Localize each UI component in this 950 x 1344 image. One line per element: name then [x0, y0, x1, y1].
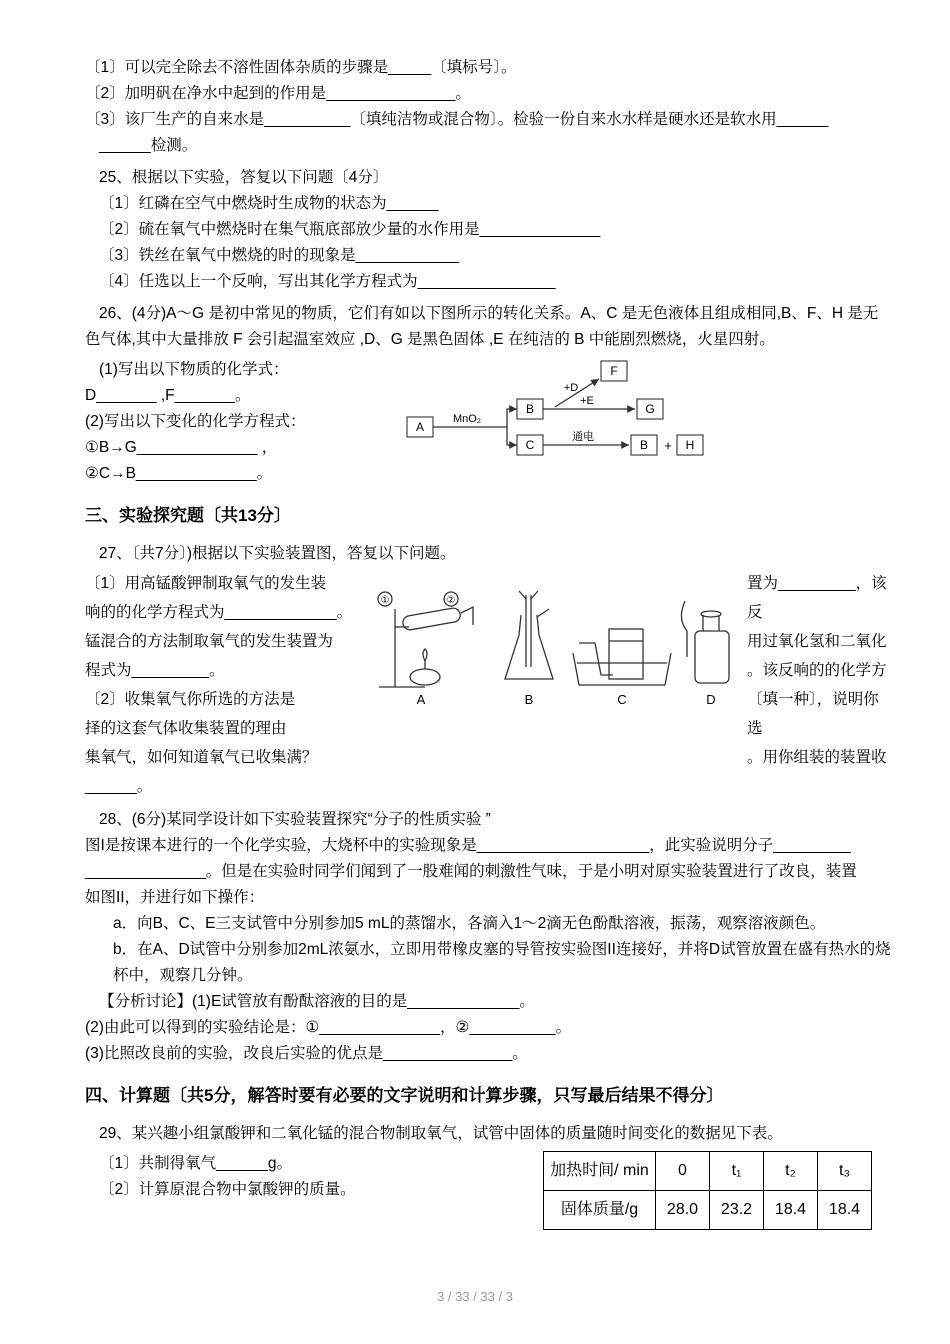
- table-cell: 18.4: [764, 1191, 818, 1230]
- figure-label-b: B: [524, 692, 534, 707]
- node-b: B: [525, 402, 535, 416]
- page-number: 3 / 33 / 33 / 3: [437, 1289, 513, 1304]
- q26-sub1a: D_______ ,F_______。: [85, 387, 251, 404]
- node-g: G: [645, 402, 655, 416]
- label-plus-e: +E: [580, 395, 594, 407]
- table-header-cell: t₁: [710, 1152, 764, 1191]
- q27-line: 〔1〕用高锰酸钾制取氧气的发生装: [85, 575, 327, 592]
- question-26: [85, 301, 892, 487]
- q25-item: 〔2〕硫在氧气中燃烧时在集气瓶底部放少量的水作用是______________: [99, 221, 601, 238]
- q28-line: 图I是按课本进行的一个化学实验，大烧杯中的实验现象是____________________，此实验说明分子_________: [85, 837, 851, 854]
- question-24-tail: [85, 55, 892, 159]
- label-plus-d: +D: [563, 382, 579, 394]
- table-header-cell: 0: [656, 1152, 710, 1191]
- q24-line: 〔3〕该厂生产的自来水是__________〔填纯洁物或混合物〕。检验一份自来水水样是硬水还是软水用______: [85, 111, 829, 128]
- question-29: [85, 1121, 892, 1230]
- q29-item: 〔1〕共制得氧气______g。: [99, 1155, 292, 1172]
- section-4-title: 四、计算题〔共5分，解答时要有必要的文字说明和计算步骤，只写最后结果不得分〕: [85, 1086, 724, 1105]
- table-row: [544, 1191, 872, 1230]
- question-28: [85, 807, 892, 1067]
- q24-line: 〔1〕可以完全除去不溶性固体杂质的步骤是_____〔填标号〕。: [85, 59, 517, 76]
- figure-label-a: A: [416, 692, 426, 707]
- figure-label-c: C: [617, 692, 627, 707]
- q29-item: 〔2〕计算原混合物中氯酸钾的质量。: [99, 1181, 356, 1198]
- q26-body: [85, 357, 892, 487]
- q26-diagram: [405, 357, 892, 487]
- q28-line: ______________。但是在实验时同学们闻到了一股难闻的刺激性气味，于是小明对原实验装置进行了改良，装置: [85, 863, 857, 880]
- table-cell: 28.0: [656, 1191, 710, 1230]
- q27-intro: 27、〔共7分〕)根据以下实验装置图，答复以下问题。: [99, 545, 456, 562]
- table-row: [544, 1152, 872, 1191]
- q27-line: 择的这套气体收集装置的理由: [85, 720, 287, 737]
- q24-line: ______检测。: [99, 137, 198, 154]
- q27-line: 集氧气，如何知道氧气已收集满？______。: [85, 749, 318, 795]
- q27-right-text: [747, 569, 892, 801]
- q26-intro: 26、(4分)A～G 是初中常见的物质，它们有如以下图所示的转化关系。A、C 是无色液体且组成相同,B、F、H 是无色气体,其中大量排放 F 会引起温室效应 ,D、G 是黑色固体 ,E 在纯洁的 B 中能剧烈燃烧，火星四射。: [85, 305, 879, 348]
- q28-line: (3)比照改良前的实验，改良后实验的优点是_______________。: [85, 1045, 528, 1062]
- section-3-title: 三、实验探究题〔共13分〕: [85, 506, 291, 525]
- figure-label-d: D: [706, 692, 716, 707]
- heating-setup-figure: [378, 592, 473, 687]
- q27-line: 响的的化学方程式为_____________。: [85, 604, 353, 621]
- flask-figure: [505, 591, 553, 679]
- lab-apparatus-icon: [373, 587, 741, 709]
- q25-item: 〔1〕红磷在空气中燃烧时生成物的状态为______: [99, 195, 439, 212]
- q28-line: b．在A、D试管中分别参加2mL浓氨水，立即用带橡皮塞的导管按实验图II连接好，并将D试管放置在盛有热水的烧杯中，观察几分钟。: [113, 941, 891, 984]
- q27-line: 置为_________，该反: [747, 575, 887, 621]
- label-electrolysis: 通电: [572, 431, 594, 443]
- q28-line: (2)由此可以得到的实验结论是：①______________，②__________。: [85, 1019, 572, 1036]
- q27-line: 程式为_________。: [85, 662, 225, 679]
- water-collection-figure: [573, 629, 671, 685]
- q28-line: 【分析讨论】(1)E试管放有酚酞溶液的目的是_____________。: [99, 993, 535, 1010]
- q27-body: [85, 569, 892, 801]
- q26-sub1: (1)写出以下物质的化学式：: [99, 361, 289, 378]
- node-b2: B: [639, 438, 649, 452]
- table-cell: 23.2: [710, 1191, 764, 1230]
- q29-intro: 29、某兴趣小组氯酸钾和二氧化锰的混合物制取氧气，试管中固体的质量随时间变化的数据见下表。: [99, 1125, 783, 1142]
- node-f: F: [610, 364, 618, 378]
- circled-2: ②: [446, 595, 456, 606]
- circled-1: ①: [380, 595, 390, 606]
- q26-sub2a: ①B→G______________ ，: [85, 439, 278, 456]
- q26-answers: [85, 357, 405, 487]
- q28-line: 28、(6分)某同学设计如下实验装置探究“分子的性质实验 ”: [99, 811, 491, 828]
- question-27: [85, 541, 892, 801]
- table-header-cell: t₂: [764, 1152, 818, 1191]
- table-header-cell: t₃: [818, 1152, 872, 1191]
- q27-left-text: [85, 569, 365, 801]
- q24-line: 〔2〕加明矾在净水中起到的作用是_______________。: [85, 85, 471, 102]
- q27-line: 。用你组装的装置收: [747, 749, 887, 766]
- q27-line: 〔2〕收集氧气你所选的方法是: [85, 691, 296, 708]
- q27-line: 锰混合的方法制取氧气的发生装置为: [85, 633, 334, 650]
- q27-line: 〔填一种〕，说明你选: [747, 691, 879, 737]
- question-25: [85, 165, 892, 295]
- table-cell: 18.4: [818, 1191, 872, 1230]
- q26-sub2: (2)写出以下变化的化学方程式：: [85, 413, 306, 430]
- q25-title: 25、根据以下实验，答复以下问题〔4分〕: [99, 169, 389, 186]
- mass-time-table: [543, 1151, 872, 1230]
- node-h: H: [685, 438, 695, 452]
- conversion-diagram-icon: [405, 359, 715, 477]
- q29-body: [85, 1151, 892, 1230]
- gas-bottle-figure: [681, 601, 729, 683]
- label-mno2: MnO₂: [452, 413, 482, 425]
- q28-line: a．向B、C、E三支试管中分别参加5 mL的蒸馏水，各滴入1～2滴无色酚酞溶液，振荡，观察溶液颜色。: [113, 915, 826, 932]
- plus-sign: +: [664, 438, 672, 453]
- q29-items: [85, 1151, 515, 1230]
- apparatus-figures: [365, 569, 747, 801]
- table-header-cell: 加热时间/ min: [544, 1152, 656, 1191]
- q27-line: 。该反响的的化学方: [747, 662, 887, 679]
- table-row-label: 固体质量/g: [544, 1191, 656, 1230]
- node-a: A: [415, 420, 425, 434]
- node-c: C: [525, 438, 535, 452]
- q25-item: 〔3〕铁丝在氧气中燃烧的时的现象是____________: [99, 247, 460, 264]
- q25-item: 〔4〕任选以上一个反响，写出其化学方程式为________________: [99, 273, 556, 290]
- q28-line: 如图II，并进行如下操作：: [85, 889, 265, 906]
- q26-sub2b: ②C→B______________。: [85, 465, 273, 482]
- q27-line: 用过氧化氢和二氧化: [747, 633, 887, 650]
